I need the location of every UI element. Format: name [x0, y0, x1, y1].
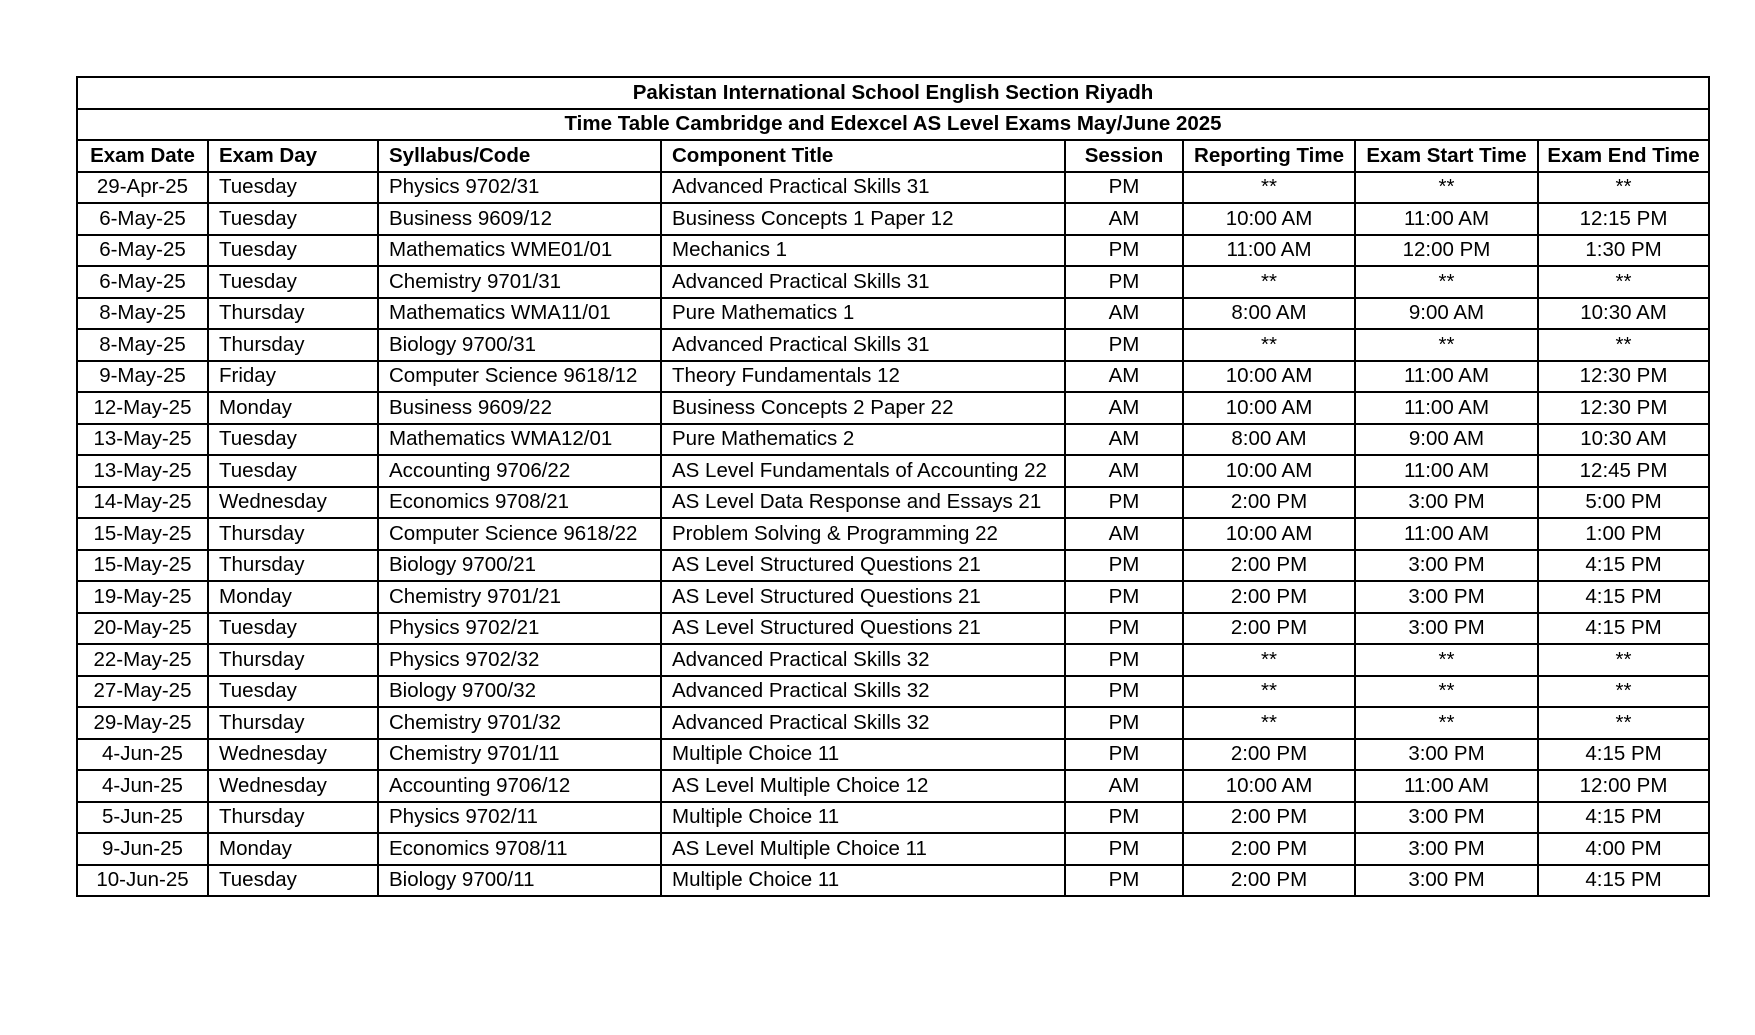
cell-exam-start-time: 11:00 AM [1355, 770, 1538, 802]
table-row [77, 266, 1709, 298]
cell-session: PM [1065, 235, 1183, 267]
cell-component-title: AS Level Multiple Choice 12 [661, 770, 1065, 802]
cell-exam-end-time: 12:00 PM [1538, 770, 1709, 802]
table-row [77, 707, 1709, 739]
cell-exam-day: Wednesday [208, 770, 378, 802]
cell-component-title: AS Level Structured Questions 21 [661, 550, 1065, 582]
exam-timetable [76, 76, 1710, 897]
cell-component-title: Pure Mathematics 1 [661, 298, 1065, 330]
cell-component-title: Business Concepts 1 Paper 12 [661, 203, 1065, 235]
cell-syllabus-code: Accounting 9706/12 [378, 770, 661, 802]
cell-exam-start-time: 11:00 AM [1355, 392, 1538, 424]
cell-exam-date: 27-May-25 [77, 676, 208, 708]
cell-exam-date: 4-Jun-25 [77, 739, 208, 771]
cell-component-title: Advanced Practical Skills 32 [661, 707, 1065, 739]
cell-exam-date: 13-May-25 [77, 424, 208, 456]
cell-exam-end-time: 12:30 PM [1538, 392, 1709, 424]
cell-exam-end-time: 10:30 AM [1538, 424, 1709, 456]
cell-exam-start-time: 3:00 PM [1355, 802, 1538, 834]
cell-exam-day: Monday [208, 392, 378, 424]
cell-exam-end-time: 12:45 PM [1538, 455, 1709, 487]
cell-reporting-time: 10:00 AM [1183, 518, 1355, 550]
cell-exam-day: Thursday [208, 802, 378, 834]
cell-reporting-time: 2:00 PM [1183, 865, 1355, 897]
cell-reporting-time: 2:00 PM [1183, 550, 1355, 582]
cell-exam-day: Wednesday [208, 487, 378, 519]
cell-exam-day: Thursday [208, 518, 378, 550]
cell-syllabus-code: Biology 9700/31 [378, 329, 661, 361]
cell-session: AM [1065, 424, 1183, 456]
subtitle-row [77, 109, 1709, 141]
table-row [77, 581, 1709, 613]
cell-component-title: Pure Mathematics 2 [661, 424, 1065, 456]
cell-exam-date: 29-Apr-25 [77, 172, 208, 204]
cell-syllabus-code: Chemistry 9701/32 [378, 707, 661, 739]
cell-component-title: Theory Fundamentals 12 [661, 361, 1065, 393]
cell-reporting-time: ** [1183, 644, 1355, 676]
table-row [77, 518, 1709, 550]
table-row [77, 361, 1709, 393]
cell-exam-day: Thursday [208, 329, 378, 361]
cell-exam-end-time: 10:30 AM [1538, 298, 1709, 330]
cell-exam-date: 6-May-25 [77, 235, 208, 267]
cell-exam-start-time: 9:00 AM [1355, 424, 1538, 456]
cell-reporting-time: 10:00 AM [1183, 361, 1355, 393]
cell-exam-end-time: ** [1538, 329, 1709, 361]
cell-syllabus-code: Mathematics WMA12/01 [378, 424, 661, 456]
cell-syllabus-code: Physics 9702/32 [378, 644, 661, 676]
cell-component-title: Advanced Practical Skills 31 [661, 329, 1065, 361]
cell-component-title: Advanced Practical Skills 32 [661, 644, 1065, 676]
cell-exam-day: Tuesday [208, 613, 378, 645]
cell-exam-date: 20-May-25 [77, 613, 208, 645]
cell-exam-end-time: 5:00 PM [1538, 487, 1709, 519]
cell-session: PM [1065, 676, 1183, 708]
cell-reporting-time: ** [1183, 172, 1355, 204]
cell-reporting-time: 2:00 PM [1183, 487, 1355, 519]
cell-exam-start-time: 11:00 AM [1355, 203, 1538, 235]
column-header-exam-start-time: Exam Start Time [1355, 140, 1538, 172]
timetable-subtitle: Time Table Cambridge and Edexcel AS Level Exams May/June 2025 [77, 109, 1709, 141]
table-row [77, 392, 1709, 424]
cell-syllabus-code: Chemistry 9701/31 [378, 266, 661, 298]
column-header-exam-date: Exam Date [77, 140, 208, 172]
cell-exam-end-time: 4:15 PM [1538, 865, 1709, 897]
cell-exam-day: Thursday [208, 707, 378, 739]
cell-session: PM [1065, 550, 1183, 582]
cell-exam-day: Tuesday [208, 865, 378, 897]
cell-exam-start-time: 3:00 PM [1355, 581, 1538, 613]
column-header-syllabus-code: Syllabus/Code [378, 140, 661, 172]
cell-exam-date: 6-May-25 [77, 266, 208, 298]
cell-syllabus-code: Business 9609/22 [378, 392, 661, 424]
cell-session: PM [1065, 266, 1183, 298]
table-row [77, 739, 1709, 771]
cell-exam-end-time: 4:00 PM [1538, 833, 1709, 865]
cell-exam-end-time: 4:15 PM [1538, 550, 1709, 582]
cell-syllabus-code: Economics 9708/21 [378, 487, 661, 519]
cell-reporting-time: 2:00 PM [1183, 613, 1355, 645]
cell-session: PM [1065, 613, 1183, 645]
column-header-reporting-time: Reporting Time [1183, 140, 1355, 172]
cell-exam-day: Tuesday [208, 235, 378, 267]
cell-exam-end-time: 4:15 PM [1538, 739, 1709, 771]
cell-reporting-time: 8:00 AM [1183, 298, 1355, 330]
table-row [77, 235, 1709, 267]
table-row [77, 455, 1709, 487]
table-row [77, 550, 1709, 582]
table-row [77, 676, 1709, 708]
cell-exam-day: Thursday [208, 644, 378, 676]
cell-exam-start-time: 9:00 AM [1355, 298, 1538, 330]
cell-session: AM [1065, 361, 1183, 393]
cell-syllabus-code: Chemistry 9701/11 [378, 739, 661, 771]
cell-exam-start-time: 3:00 PM [1355, 487, 1538, 519]
cell-exam-end-time: 1:30 PM [1538, 235, 1709, 267]
cell-session: PM [1065, 644, 1183, 676]
table-row [77, 644, 1709, 676]
title-row [77, 77, 1709, 109]
cell-exam-day: Friday [208, 361, 378, 393]
column-header-exam-day: Exam Day [208, 140, 378, 172]
cell-reporting-time: ** [1183, 329, 1355, 361]
cell-exam-end-time: ** [1538, 266, 1709, 298]
table-row [77, 203, 1709, 235]
cell-component-title: AS Level Structured Questions 21 [661, 613, 1065, 645]
cell-exam-end-time: 12:15 PM [1538, 203, 1709, 235]
table-row [77, 172, 1709, 204]
cell-exam-end-time: ** [1538, 707, 1709, 739]
column-header-session: Session [1065, 140, 1183, 172]
cell-exam-day: Wednesday [208, 739, 378, 771]
cell-exam-day: Monday [208, 833, 378, 865]
cell-reporting-time: 10:00 AM [1183, 455, 1355, 487]
cell-exam-date: 5-Jun-25 [77, 802, 208, 834]
cell-reporting-time: 11:00 AM [1183, 235, 1355, 267]
cell-component-title: Problem Solving & Programming 22 [661, 518, 1065, 550]
cell-syllabus-code: Biology 9700/11 [378, 865, 661, 897]
table-row [77, 329, 1709, 361]
cell-exam-day: Monday [208, 581, 378, 613]
cell-reporting-time: ** [1183, 676, 1355, 708]
cell-exam-start-time: 3:00 PM [1355, 550, 1538, 582]
cell-exam-end-time: ** [1538, 644, 1709, 676]
cell-component-title: Advanced Practical Skills 31 [661, 172, 1065, 204]
cell-exam-day: Thursday [208, 298, 378, 330]
cell-exam-start-time: 3:00 PM [1355, 833, 1538, 865]
cell-syllabus-code: Biology 9700/32 [378, 676, 661, 708]
cell-reporting-time: 2:00 PM [1183, 739, 1355, 771]
cell-session: AM [1065, 518, 1183, 550]
cell-exam-day: Tuesday [208, 266, 378, 298]
cell-session: PM [1065, 329, 1183, 361]
cell-session: PM [1065, 739, 1183, 771]
table-row [77, 802, 1709, 834]
cell-syllabus-code: Mathematics WME01/01 [378, 235, 661, 267]
cell-session: PM [1065, 707, 1183, 739]
cell-session: AM [1065, 770, 1183, 802]
cell-exam-start-time: 3:00 PM [1355, 613, 1538, 645]
cell-component-title: AS Level Structured Questions 21 [661, 581, 1065, 613]
cell-reporting-time: ** [1183, 707, 1355, 739]
cell-exam-start-time: 11:00 AM [1355, 518, 1538, 550]
cell-component-title: Multiple Choice 11 [661, 802, 1065, 834]
cell-exam-date: 15-May-25 [77, 518, 208, 550]
cell-component-title: Multiple Choice 11 [661, 739, 1065, 771]
table-row [77, 298, 1709, 330]
cell-exam-date: 19-May-25 [77, 581, 208, 613]
cell-syllabus-code: Economics 9708/11 [378, 833, 661, 865]
cell-syllabus-code: Accounting 9706/22 [378, 455, 661, 487]
cell-exam-end-time: 12:30 PM [1538, 361, 1709, 393]
cell-exam-day: Tuesday [208, 424, 378, 456]
cell-syllabus-code: Chemistry 9701/21 [378, 581, 661, 613]
cell-exam-start-time: 12:00 PM [1355, 235, 1538, 267]
cell-exam-start-time: ** [1355, 676, 1538, 708]
cell-component-title: AS Level Data Response and Essays 21 [661, 487, 1065, 519]
cell-exam-date: 14-May-25 [77, 487, 208, 519]
table-row [77, 424, 1709, 456]
cell-session: PM [1065, 487, 1183, 519]
cell-syllabus-code: Biology 9700/21 [378, 550, 661, 582]
cell-exam-start-time: 3:00 PM [1355, 865, 1538, 897]
cell-exam-date: 8-May-25 [77, 329, 208, 361]
cell-syllabus-code: Physics 9702/11 [378, 802, 661, 834]
table-row [77, 865, 1709, 897]
cell-exam-date: 4-Jun-25 [77, 770, 208, 802]
cell-component-title: AS Level Fundamentals of Accounting 22 [661, 455, 1065, 487]
cell-reporting-time: 2:00 PM [1183, 802, 1355, 834]
cell-component-title: Multiple Choice 11 [661, 865, 1065, 897]
school-title: Pakistan International School English Section Riyadh [77, 77, 1709, 109]
cell-exam-date: 8-May-25 [77, 298, 208, 330]
cell-exam-end-time: ** [1538, 676, 1709, 708]
timetable-body [77, 172, 1709, 897]
cell-exam-start-time: ** [1355, 172, 1538, 204]
cell-exam-day: Tuesday [208, 172, 378, 204]
cell-syllabus-code: Physics 9702/21 [378, 613, 661, 645]
header-row [77, 140, 1709, 172]
cell-syllabus-code: Physics 9702/31 [378, 172, 661, 204]
cell-exam-start-time: 11:00 AM [1355, 361, 1538, 393]
cell-session: PM [1065, 865, 1183, 897]
cell-component-title: AS Level Multiple Choice 11 [661, 833, 1065, 865]
cell-reporting-time: 10:00 AM [1183, 392, 1355, 424]
cell-exam-day: Tuesday [208, 676, 378, 708]
cell-exam-start-time: 11:00 AM [1355, 455, 1538, 487]
cell-exam-end-time: 1:00 PM [1538, 518, 1709, 550]
cell-exam-date: 13-May-25 [77, 455, 208, 487]
cell-exam-end-time: 4:15 PM [1538, 613, 1709, 645]
cell-exam-start-time: ** [1355, 266, 1538, 298]
cell-session: PM [1065, 833, 1183, 865]
cell-syllabus-code: Mathematics WMA11/01 [378, 298, 661, 330]
cell-session: PM [1065, 172, 1183, 204]
cell-session: PM [1065, 581, 1183, 613]
cell-exam-start-time: ** [1355, 707, 1538, 739]
cell-reporting-time: 10:00 AM [1183, 770, 1355, 802]
cell-exam-day: Thursday [208, 550, 378, 582]
column-header-component-title: Component Title [661, 140, 1065, 172]
cell-exam-end-time: 4:15 PM [1538, 581, 1709, 613]
cell-reporting-time: 10:00 AM [1183, 203, 1355, 235]
cell-syllabus-code: Computer Science 9618/12 [378, 361, 661, 393]
cell-component-title: Advanced Practical Skills 32 [661, 676, 1065, 708]
cell-exam-date: 9-Jun-25 [77, 833, 208, 865]
cell-session: AM [1065, 203, 1183, 235]
cell-exam-end-time: ** [1538, 172, 1709, 204]
cell-reporting-time: 2:00 PM [1183, 581, 1355, 613]
cell-exam-start-time: 3:00 PM [1355, 739, 1538, 771]
cell-exam-day: Tuesday [208, 203, 378, 235]
table-row [77, 833, 1709, 865]
table-row [77, 770, 1709, 802]
cell-session: PM [1065, 802, 1183, 834]
cell-session: AM [1065, 455, 1183, 487]
cell-exam-date: 10-Jun-25 [77, 865, 208, 897]
cell-exam-date: 9-May-25 [77, 361, 208, 393]
cell-exam-date: 22-May-25 [77, 644, 208, 676]
cell-exam-end-time: 4:15 PM [1538, 802, 1709, 834]
cell-component-title: Advanced Practical Skills 31 [661, 266, 1065, 298]
cell-component-title: Business Concepts 2 Paper 22 [661, 392, 1065, 424]
table-row [77, 613, 1709, 645]
cell-exam-start-time: ** [1355, 644, 1538, 676]
cell-exam-date: 15-May-25 [77, 550, 208, 582]
cell-exam-day: Tuesday [208, 455, 378, 487]
cell-syllabus-code: Business 9609/12 [378, 203, 661, 235]
cell-exam-date: 29-May-25 [77, 707, 208, 739]
cell-exam-date: 6-May-25 [77, 203, 208, 235]
cell-exam-date: 12-May-25 [77, 392, 208, 424]
cell-component-title: Mechanics 1 [661, 235, 1065, 267]
cell-syllabus-code: Computer Science 9618/22 [378, 518, 661, 550]
cell-reporting-time: 2:00 PM [1183, 833, 1355, 865]
cell-exam-start-time: ** [1355, 329, 1538, 361]
cell-reporting-time: ** [1183, 266, 1355, 298]
cell-session: AM [1065, 392, 1183, 424]
cell-reporting-time: 8:00 AM [1183, 424, 1355, 456]
cell-session: AM [1065, 298, 1183, 330]
table-row [77, 487, 1709, 519]
column-header-exam-end-time: Exam End Time [1538, 140, 1709, 172]
